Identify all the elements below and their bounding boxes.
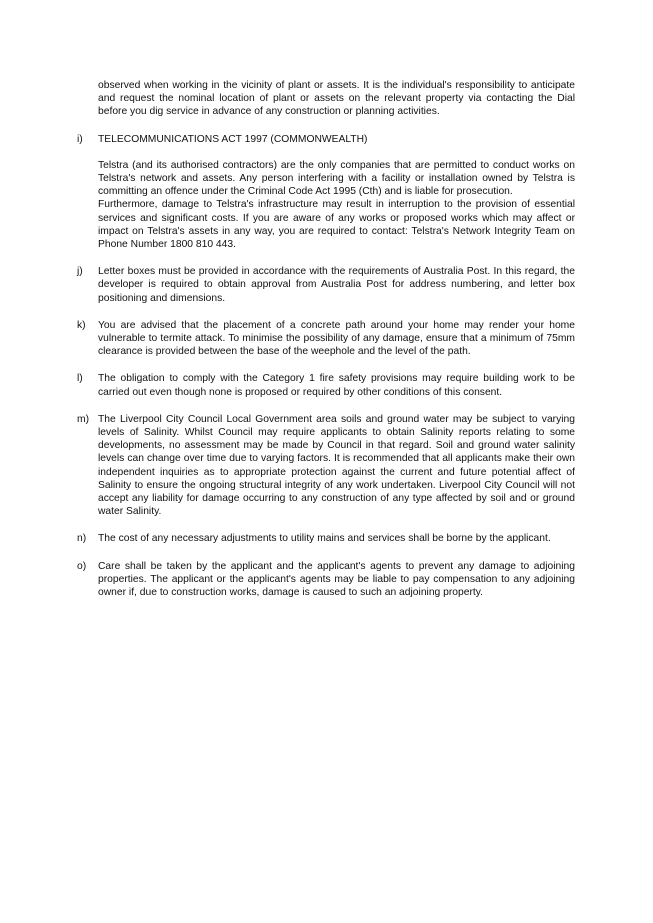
item-paragraph: Furthermore, damage to Telstra's infrastructure may result in interruption to the provision of essential services and significant costs. If you are aware of any works or proposed works which may affect or impact on Telstra's assets in any way, you are required to contact: Telstra's Network Integrity Team on Phone Number 1800 810 443. — [98, 199, 575, 251]
item-heading: TELECOMMUNICATIONS ACT 1997 (COMMONWEALTH) — [98, 133, 368, 145]
item-label: j) — [77, 266, 83, 278]
item-text: Letter boxes must be provided in accordance with the requirements of Australia Post. In this regard, the developer is required to obtain approval from Australia Post for address numbering, and letter box positioning and dimensions. — [98, 266, 575, 304]
condition-item-o — [77, 560, 575, 600]
condition-item-k — [77, 319, 575, 359]
item-text: Care shall be taken by the applicant and the applicant's agents to prevent any damage to adjoining properties. The applicant or the applicant's agents may be liable to pay compensation to any adjoining owner if, due to construction works, damage is caused to such an adjoining property. — [98, 560, 575, 599]
item-label: m) — [77, 413, 90, 425]
continuation-paragraph: observed when working in the vicinity of plant or assets. It is the individual's responsibility to anticipate and request the nominal location of plant or assets on the relevant property via contacting the Dial before you dig service in advance of any construction or planning activities. — [98, 80, 575, 118]
item-text: The obligation to comply with the Category 1 fire safety provisions may require building work to be carried out even though none is proposed or required by other conditions of this consent. — [98, 373, 575, 398]
item-label: l) — [77, 373, 83, 385]
condition-item-j — [77, 265, 575, 305]
item-text: The Liverpool City Council Local Government area soils and ground water may be subject to varying levels of Salinity. Whilst Council may require applicants to obtain Salinity reports relating to some developments, no assessment may be made by Council in that regard. Soil and ground water salinity levels can change over time due to varying factors. It is recommended that all applicants make their own independent inquiries as to appropriate protection against the current and future potential affect of Salinity to ensure the ongoing structural integrity of any work undertaken. Liverpool City Council will not accept any liability for damage occurring to any construction of any type affected by soil and or ground water Salinity. — [98, 413, 575, 518]
item-label: o) — [77, 560, 87, 572]
item-label: n) — [77, 533, 87, 545]
item-label: i) — [77, 133, 83, 145]
item-label: k) — [77, 319, 86, 331]
item-text: You are advised that the placement of a concrete path around your home may render your home vulnerable to termite attack. To minimise the possibility of any damage, ensure that a minimum of 75mm clearance is provided between the base of the weephole and the level of the path. — [98, 319, 575, 358]
condition-item-n — [77, 532, 575, 545]
condition-item-i — [77, 133, 575, 252]
condition-item-l — [77, 372, 575, 398]
item-paragraph: Telstra (and its authorised contractors) are the only companies that are permitted to conduct works on Telstra's network and assets. Any person interfering with a facility or installation owned by Telstra is committing an offence under the Criminal Code Act 1995 (Cth) and is liable for prosecution. — [98, 159, 575, 198]
item-text: The cost of any necessary adjustments to utility mains and services shall be borne by the applicant. — [98, 533, 551, 545]
condition-item-m — [77, 413, 575, 519]
